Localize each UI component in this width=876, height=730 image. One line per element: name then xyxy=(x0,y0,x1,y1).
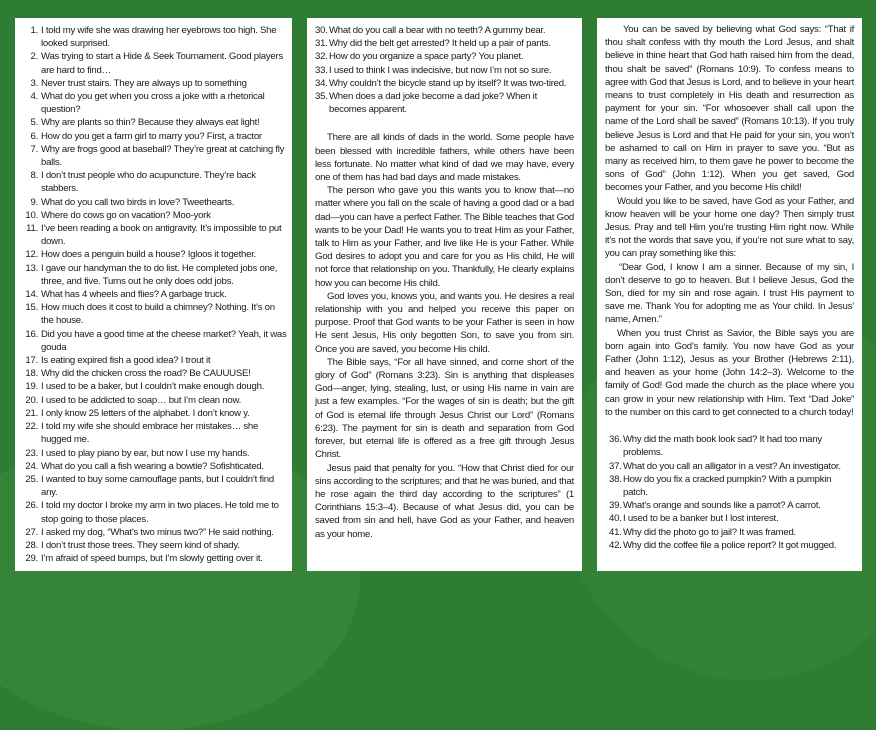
joke-text: What do you call a bear with no teeth? A gummy bear. xyxy=(329,25,546,36)
joke-item xyxy=(21,499,288,525)
joke-text: I don’t trust those trees. They seem kind of shady. xyxy=(41,539,240,551)
joke-item xyxy=(315,24,574,37)
joke-number: 18. xyxy=(25,368,38,380)
joke-text: I asked my dog, “What’s two minus two?” He said nothing. xyxy=(41,526,274,538)
joke-number: 6. xyxy=(30,130,38,142)
joke-text: I used to be a baker, but I couldn’t make enough dough. xyxy=(41,381,265,393)
joke-text: I used to think I was indecisive, but now I’m not so sure. xyxy=(329,64,552,76)
joke-text: I only know 25 letters of the alphabet. I don’t know y. xyxy=(41,407,250,419)
joke-item xyxy=(21,407,288,420)
joke-text: What do you get when you cross a joke with a rhetorical question? xyxy=(41,91,265,116)
body-paragraph: God loves you, knows you, and wants you. He desires a real relationship with you and helped you receive this paper on purpose. Proof that God wants to be your Father is seen in how He sent Jesus, His only begotten Son, to save you from sin. Once you are saved, you become His child. xyxy=(315,290,574,355)
joke-number: 15. xyxy=(25,302,38,314)
gospel-text-middle xyxy=(315,131,574,540)
joke-number: 39. xyxy=(609,500,622,512)
joke-number: 17. xyxy=(25,355,38,367)
joke-text: Why did the coffee file a police report? It got mugged. xyxy=(623,539,837,551)
body-paragraph: Would you like to be saved, have God as your Father, and know heaven will be your home one day? Then simply trust Jesus. Pray and tell Him you’re trusting Him right now. While it’s not the words that save you, if you’re not sure what to say, you can pray something like this: xyxy=(605,195,854,260)
joke-number: 41. xyxy=(609,526,622,538)
joke-text: Why did the math book look sad? It had too many problems. xyxy=(623,434,822,459)
body-paragraph: Jesus paid that penalty for you. “How that Christ died for our sins according to the scriptures; and that he was buried, and that he rose again the third day according to the scriptures” (1 Corinthians 15:3–4). Because of what Jesus did, you can be saved from sin and hell, have God as your Father, and heaven as your home. xyxy=(315,462,574,540)
joke-item xyxy=(21,367,288,380)
joke-number: 20. xyxy=(25,394,38,406)
gospel-text-right xyxy=(605,23,854,419)
joke-text: I used to be a banker but I lost interest. xyxy=(623,513,779,525)
joke-number: 36. xyxy=(609,434,622,446)
joke-number: 37. xyxy=(609,460,622,472)
joke-text: What do you call two birds in love? Tweethearts. xyxy=(41,196,235,208)
joke-text: What do you call an alligator in a vest? An investigator. xyxy=(623,460,841,472)
joke-item xyxy=(21,77,288,90)
joke-item xyxy=(315,37,574,50)
joke-item xyxy=(21,196,288,209)
joke-item xyxy=(21,222,288,248)
joke-item xyxy=(315,77,574,90)
joke-text: I’ve been reading a book on antigravity. It’s impossible to put down. xyxy=(41,223,282,248)
joke-item xyxy=(21,539,288,552)
joke-item xyxy=(21,380,288,393)
joke-list-2 xyxy=(315,24,574,116)
joke-number: 16. xyxy=(25,328,38,340)
joke-number: 19. xyxy=(25,381,38,393)
joke-text: How do you organize a space party? You planet. xyxy=(329,51,524,63)
joke-text: How much does it cost to build a chimney? Nothing. It’s on the house. xyxy=(41,302,275,327)
joke-number: 30. xyxy=(315,25,328,36)
joke-item xyxy=(21,143,288,169)
joke-number: 32. xyxy=(315,51,328,63)
joke-item xyxy=(609,460,854,473)
joke-number: 35. xyxy=(315,91,328,103)
joke-text: How do you get a farm girl to marry you? First, a tractor xyxy=(41,130,262,142)
joke-list-1 xyxy=(21,24,288,565)
joke-number: 24. xyxy=(25,460,38,472)
joke-number: 1. xyxy=(30,25,38,36)
joke-text: What has 4 wheels and flies? A garbage truck. xyxy=(41,289,227,301)
joke-text: I gave our handyman the to do list. He completed jobs one, three, and five. Turns out he only does odd jobs. xyxy=(41,262,278,287)
joke-text: Why did the chicken cross the road? Be CAUUUSE! xyxy=(41,368,251,380)
joke-list-3 xyxy=(605,433,854,552)
joke-text: Where do cows go on vacation? Moo-york xyxy=(41,209,211,221)
joke-item xyxy=(21,50,288,76)
joke-number: 23. xyxy=(25,447,38,459)
joke-item xyxy=(315,64,574,77)
joke-text: Why did the belt get arrested? It held up a pair of pants. xyxy=(329,38,551,50)
joke-number: 14. xyxy=(25,289,38,301)
joke-number: 10. xyxy=(25,209,38,221)
joke-item xyxy=(21,394,288,407)
joke-number: 7. xyxy=(30,143,38,155)
joke-text: Was trying to start a Hide & Seek Tournament. Good players are hard to find… xyxy=(41,51,283,76)
joke-text: Why couldn’t the bicycle stand up by itself? It was two-tired. xyxy=(329,77,567,89)
panel-middle xyxy=(307,18,582,571)
joke-item xyxy=(609,539,854,552)
joke-number: 40. xyxy=(609,513,622,525)
joke-text: I told my wife she should embrace her mistakes… she hugged me. xyxy=(41,421,259,446)
joke-item xyxy=(21,354,288,367)
section-gap xyxy=(605,419,854,433)
body-paragraph: The person who gave you this wants you to know that—no matter where you fall on the scale of having a good dad or a bad dad—you can have a perfect Father. The Bible teaches that God wants to be your Dad! He wants you to treat Him as your Father, talk to Him as your Father, and live like He is your Father. While God desires to adopt you and care for you as His child, He will not force that relationship on you. Thankfully, He clearly explains how you can become His child. xyxy=(315,185,574,289)
joke-number: 28. xyxy=(25,539,38,551)
joke-item xyxy=(21,169,288,195)
joke-text: Is eating expired fish a good idea? I trout it xyxy=(41,355,211,367)
joke-item xyxy=(21,552,288,565)
section-gap xyxy=(315,116,574,131)
joke-item xyxy=(609,499,854,512)
joke-text: How does a penguin build a house? Igloos it together. xyxy=(41,249,257,261)
joke-number: 31. xyxy=(315,38,328,50)
joke-number: 34. xyxy=(315,77,328,89)
joke-text: I don’t trust people who do acupuncture. They’re back stabbers. xyxy=(41,170,256,195)
joke-text: Why did the photo go to jail? It was framed. xyxy=(623,526,796,538)
joke-number: 5. xyxy=(30,117,38,129)
joke-number: 26. xyxy=(25,500,38,512)
joke-item xyxy=(21,288,288,301)
joke-item xyxy=(315,90,574,116)
joke-text: I told my doctor I broke my arm in two places. He told me to stop going to those places. xyxy=(41,500,279,525)
joke-text: Why are plants so thin? Because they always eat light! xyxy=(41,117,260,129)
joke-number: 3. xyxy=(30,77,38,89)
joke-item xyxy=(21,526,288,539)
joke-item xyxy=(21,473,288,499)
joke-item xyxy=(21,116,288,129)
joke-text: Never trust stairs. They are always up to something xyxy=(41,77,247,89)
joke-text: How do you fix a cracked pumpkin? With a pumpkin patch. xyxy=(623,473,832,498)
body-paragraph: There are all kinds of dads in the world. Some people have been blessed with incredible fathers, while others have been less fortunate. No matter what kind of dad we may have, every one of them has had bad days and made mistakes. xyxy=(315,132,574,184)
joke-item xyxy=(21,420,288,446)
joke-number: 9. xyxy=(30,196,38,208)
panel-left xyxy=(15,18,292,571)
joke-item xyxy=(609,526,854,539)
joke-number: 27. xyxy=(25,526,38,538)
body-paragraph: When you trust Christ as Savior, the Bible says you are born again into God’s family. You now have God as your Father (John 1:12), Jesus as your Brother (Hebrews 2:11), and heaven as your home (John 14:2–3). Welcome to the family of God! God made the church as the place where you can grow in your new relationship with Him. Text “Dad Joke” to the number on this card to get connected to a church today! xyxy=(605,327,854,418)
joke-item xyxy=(609,512,854,525)
joke-item xyxy=(21,447,288,460)
joke-text: I told my wife she was drawing her eyebrows too high. She looked surprised. xyxy=(41,25,277,50)
joke-text: I used to be addicted to soap… but I’m clean now. xyxy=(41,394,242,406)
joke-number: 42. xyxy=(609,539,622,551)
joke-item xyxy=(21,248,288,261)
joke-text: I wanted to buy some camouflage pants, but I couldn’t find any. xyxy=(41,473,274,499)
joke-number: 38. xyxy=(609,473,622,485)
joke-number: 11. xyxy=(26,223,38,235)
joke-item xyxy=(609,433,854,459)
joke-number: 29. xyxy=(25,553,38,565)
joke-number: 21. xyxy=(25,407,38,419)
joke-text: I’m afraid of speed bumps, but I’m slowly getting over it. xyxy=(41,553,263,565)
joke-item xyxy=(21,262,288,288)
joke-text: Did you have a good time at the cheese market? Yeah, it was gouda xyxy=(41,328,287,353)
body-paragraph: You can be saved by believing what God says: “That if thou shalt confess with thy mouth the Lord Jesus, and shalt believe in thine heart that God hath raised him from the dead, thou shalt be saved” (Romans 10:9). To confess means to agree with God that Jesus is Lord, and to believe in your heart means to trust completely in His death and resurrection as payment for your sin. “For whosoever shall call upon the name of the Lord shall be saved” (Romans 10:13). If you truly believe Jesus is Lord and that He paid for your sin, you won’t be ashamed to call on Him in prayer to save you. “But as many as received him, to them gave he power to become the sons of God” (John 1:12). When you get saved, God becomes your Father, and you become His child! xyxy=(605,24,854,194)
body-paragraph: The Bible says, “For all have sinned, and come short of the glory of God” (Romans 3:23). Sin is anything that displeases God—anger, lying, stealing, lust, or using His name in vain are just a few examples. “For the wages of sin is death; but the gift of God is eternal life through Jesus Christ our Lord” (Romans 6:23). The payment for sin is death and separation from God forever, but eternal life is offered as a free gift through Jesus Christ. xyxy=(315,356,574,461)
joke-number: 22. xyxy=(25,421,38,433)
joke-number: 2. xyxy=(30,51,38,63)
body-paragraph: “Dear God, I know I am a sinner. Because of my sin, I don’t deserve to go to heaven. But I believe Jesus, God the Son, died for my sin and rose again. I trust His payment to save me. Thank You for adopting me as Your child. In Jesus’ name, Amen.” xyxy=(605,261,854,326)
joke-item xyxy=(21,130,288,143)
joke-number: 25. xyxy=(25,473,38,485)
joke-text: What do you call a fish wearing a bowtie? Sofishticated. xyxy=(41,460,264,472)
joke-number: 12. xyxy=(25,249,38,261)
joke-text: I used to play piano by ear, but now I use my hands. xyxy=(41,447,250,459)
joke-item xyxy=(609,473,854,499)
joke-item xyxy=(21,90,288,116)
joke-item xyxy=(21,209,288,222)
joke-item xyxy=(21,301,288,327)
panel-right xyxy=(597,18,862,571)
joke-text: When does a dad joke become a dad joke? When it becomes apparent. xyxy=(329,91,537,116)
joke-item xyxy=(21,24,288,50)
joke-item xyxy=(21,460,288,473)
joke-number: 8. xyxy=(30,170,38,182)
joke-text: What’s orange and sounds like a parrot? A carrot. xyxy=(623,500,821,512)
joke-item xyxy=(21,328,288,354)
joke-text: Why are frogs good at baseball? They’re great at catching fly balls. xyxy=(41,143,285,169)
joke-item xyxy=(315,50,574,63)
joke-number: 33. xyxy=(315,64,328,76)
joke-number: 13. xyxy=(25,262,38,274)
joke-number: 4. xyxy=(30,91,38,103)
